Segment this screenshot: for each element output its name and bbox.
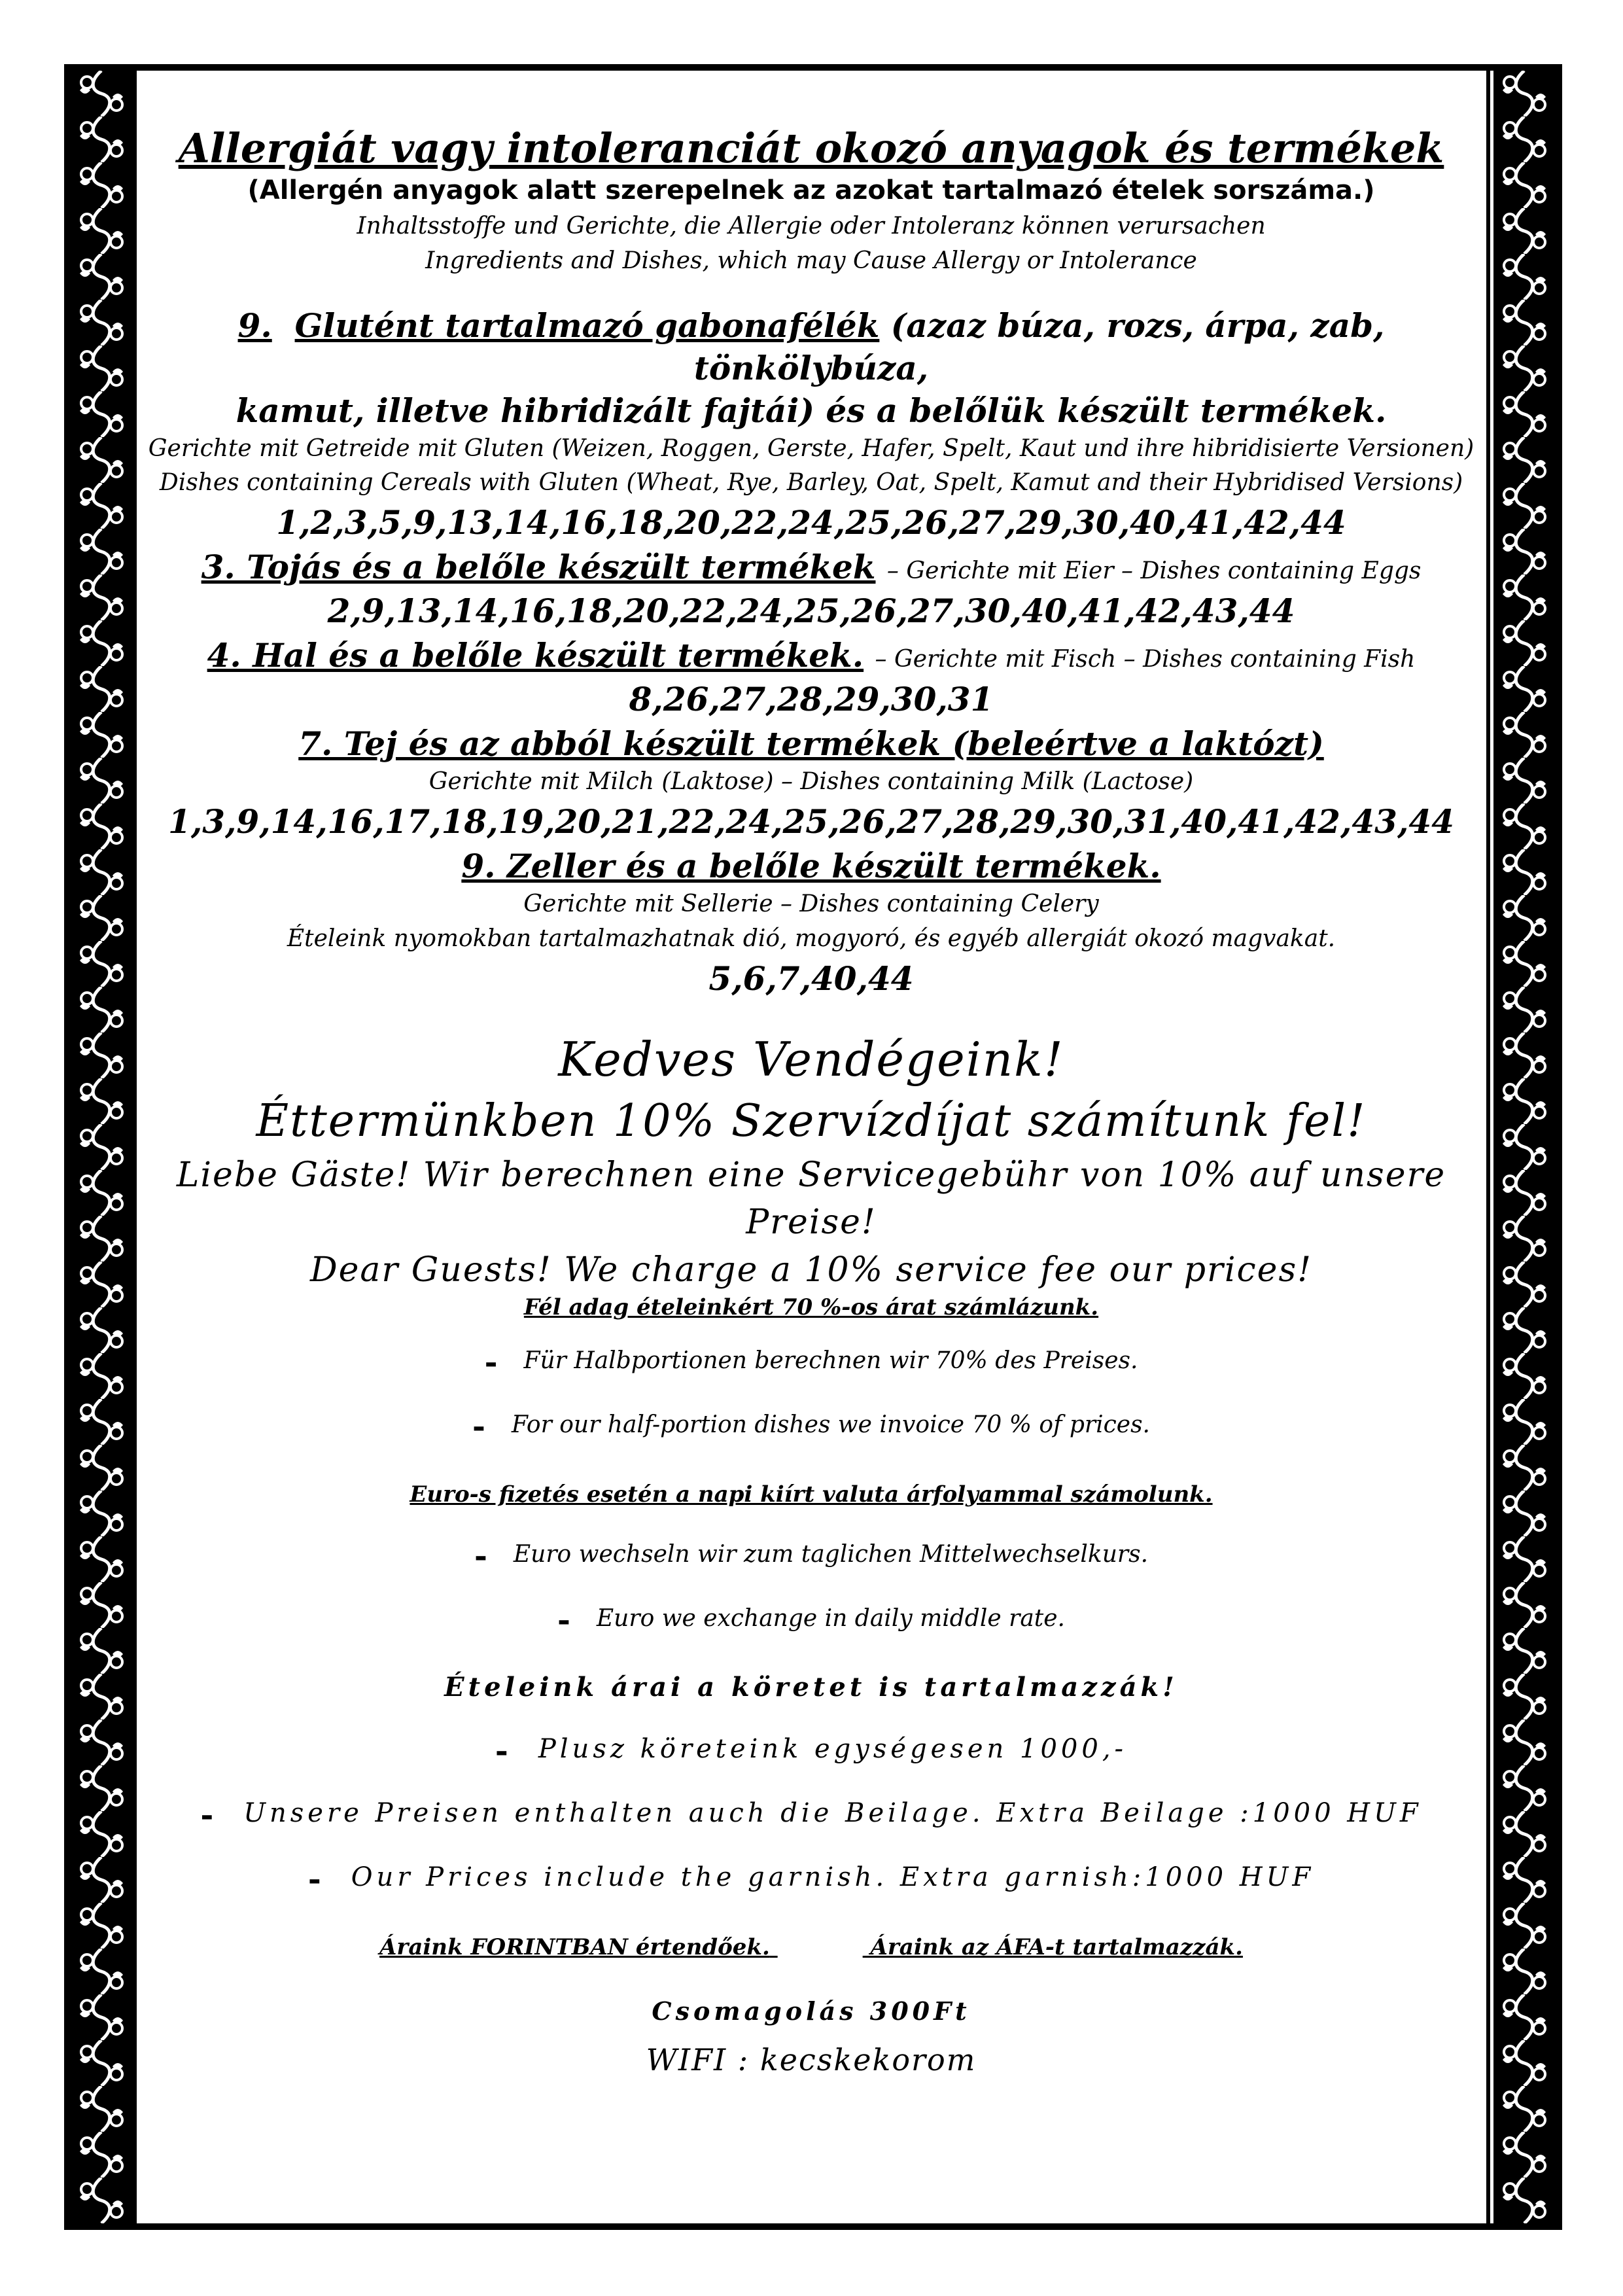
- garnish-en-line: [144, 1861, 1478, 1898]
- celery-sub: Gerichte mit Sellerie – Dishes containing Celery: [523, 891, 1099, 918]
- service-fee-en: Dear Guests! We charge a 10% service fee our prices!: [309, 1250, 1313, 1290]
- header-de: Inhaltsstoffe und Gerichte, die Allergie oder Intoleranz können verursachen: [357, 213, 1266, 240]
- dash-bullet: -: [557, 1602, 570, 1639]
- garnish-de: Unsere Preisen enthalten auch die Beilage. Extra Beilage :1000 HUF: [243, 1798, 1422, 1829]
- fish-heading: [144, 634, 1478, 677]
- page-subtitle: (Allergén anyagok alatt szerepelnek az azokat tartalmazó ételek sorszáma.): [247, 175, 1375, 206]
- wifi-info: WIFI : kecskekorom: [646, 2042, 977, 2078]
- dash-bullet: -: [495, 1733, 512, 1770]
- garnish-de-line: [144, 1797, 1478, 1834]
- vat-note: Áraink az ÁFA-t tartalmazzák.: [870, 1934, 1243, 1961]
- half-portion-de: Für Halbportionen berechnen wir 70% des Preises.: [523, 1347, 1138, 1375]
- service-fee-hu: Éttermünkben 10% Szervízdíjat számítunk fel!: [256, 1095, 1367, 1147]
- half-portion-hu: Fél adag ételeinkért 70 %-os árat számlázunk.: [523, 1294, 1099, 1321]
- garnish-hu: Ételeink árai a köretet is tartalmazzák!: [444, 1672, 1178, 1703]
- dash-bullet: -: [472, 1408, 485, 1445]
- inner-border-line-left: [133, 71, 137, 2223]
- fish-dish-numbers: 8,26,27,28,29,30,31: [629, 680, 994, 719]
- dash-bullet: -: [484, 1344, 498, 1381]
- eggs-dish-numbers: 2,9,13,14,16,18,20,22,24,25,26,27,30,40,41,42,43,44: [327, 592, 1295, 631]
- gluten-en: Dishes containing Cereals with Gluten (Wheat, Rye, Barley, Oat, Spelt, Kamut and their Hybridised Versions): [159, 468, 1463, 496]
- dash-bullet: -: [307, 1861, 325, 1898]
- half-portion-de-line: [144, 1344, 1478, 1381]
- celery-heading-main: 9. Zeller és a belőle készült termékek.: [461, 847, 1161, 886]
- milk-dish-numbers: 1,3,9,14,16,17,18,19,20,21,22,24,25,26,27,28,29,30,31,40,41,42,43,44: [168, 802, 1454, 841]
- gluten-dish-numbers: 1,2,3,5,9,13,14,16,18,20,22,24,25,26,27,29,30,40,41,42,44: [276, 503, 1346, 542]
- half-portion-en: For our half-portion dishes we invoice 70 % of prices.: [511, 1411, 1150, 1439]
- gluten-heading-rest: (azaz búza, rozs, árpa, zab, tönkölybúza,: [693, 306, 1385, 387]
- gluten-heading-main: Glutént tartalmazó gabonafélék: [294, 306, 880, 345]
- dash-bullet: -: [200, 1797, 218, 1834]
- eggs-heading-tail: – Gerichte mit Eier – Dishes containing Eggs: [886, 557, 1422, 585]
- gluten-heading-line2: kamut, illetve hibridizált fajtái) és a belőlük készült termékek.: [236, 391, 1387, 430]
- milk-heading: [144, 722, 1478, 765]
- euro-hu: Euro-s fizetés esetén a napi kiírt valuta árfolyammal számolunk.: [410, 1481, 1213, 1508]
- garnish-extra-hu-line: [144, 1733, 1478, 1770]
- header-en: Ingredients and Dishes, which may Cause Allergy or Intolerance: [425, 247, 1197, 274]
- celery-dish-numbers: 5,6,7,40,44: [708, 959, 914, 998]
- eggs-heading: [144, 546, 1478, 588]
- greeting-hu: Kedves Vendégeink!: [558, 1031, 1064, 1087]
- fish-heading-tail: – Gerichte mit Fisch – Dishes containing Fish: [875, 646, 1416, 673]
- ornamental-border-right: [1493, 71, 1556, 2223]
- packaging-fee: Csomagolás 300Ft: [652, 1996, 971, 2026]
- inner-border-line-right: [1486, 71, 1490, 2223]
- service-fee-de: Liebe Gäste! Wir berechnen eine Servicegebühr von 10% auf unsere Preise!: [176, 1155, 1446, 1243]
- euro-en: Euro we exchange in daily middle rate.: [596, 1605, 1066, 1633]
- gluten-heading: [144, 304, 1478, 389]
- dash-bullet: -: [474, 1538, 487, 1575]
- gluten-de: Gerichte mit Getreide mit Gluten (Weizen, Roggen, Gerste, Hafer, Spelt, Kaut und ihre hibridisierte Versionen): [148, 434, 1475, 462]
- euro-de: Euro wechseln wir zum taglichen Mittelwechselkurs.: [513, 1541, 1149, 1568]
- fish-heading-main: 4. Hal és a belőle készült termékek.: [207, 636, 864, 675]
- celery-heading: [144, 845, 1478, 887]
- price-notes: [144, 1934, 1478, 1960]
- page-title: Allergiát vagy intoleranciát okozó anyagok és termékek: [178, 124, 1444, 172]
- garnish-en: Our Prices include the garnish. Extra garnish:1000 HUF: [351, 1862, 1315, 1893]
- eggs-heading-main: 3. Tojás és a belőle készült termékek: [201, 548, 876, 587]
- milk-heading-main: 7. Tej és az abból készült termékek (beleértve a laktózt): [298, 724, 1324, 764]
- milk-sub: Gerichte mit Milch (Laktose) – Dishes containing Milk (Lactose): [428, 768, 1194, 796]
- menu-content: [144, 124, 1478, 2077]
- ornamental-border-left: [71, 71, 133, 2223]
- gluten-heading-num: 9.: [237, 306, 272, 345]
- forint-note: Áraink FORINTBAN értendőek.: [379, 1934, 770, 1961]
- euro-de-line: [144, 1538, 1478, 1575]
- half-portion-en-line: [144, 1408, 1478, 1445]
- nuts-trace-note: Ételeink nyomokban tartalmazhatnak dió, mogyoró, és egyéb allergiát okozó magvakat.: [287, 925, 1336, 952]
- euro-en-line: [144, 1602, 1478, 1639]
- garnish-extra-hu: Plusz köreteink egységesen 1000,-: [538, 1734, 1128, 1765]
